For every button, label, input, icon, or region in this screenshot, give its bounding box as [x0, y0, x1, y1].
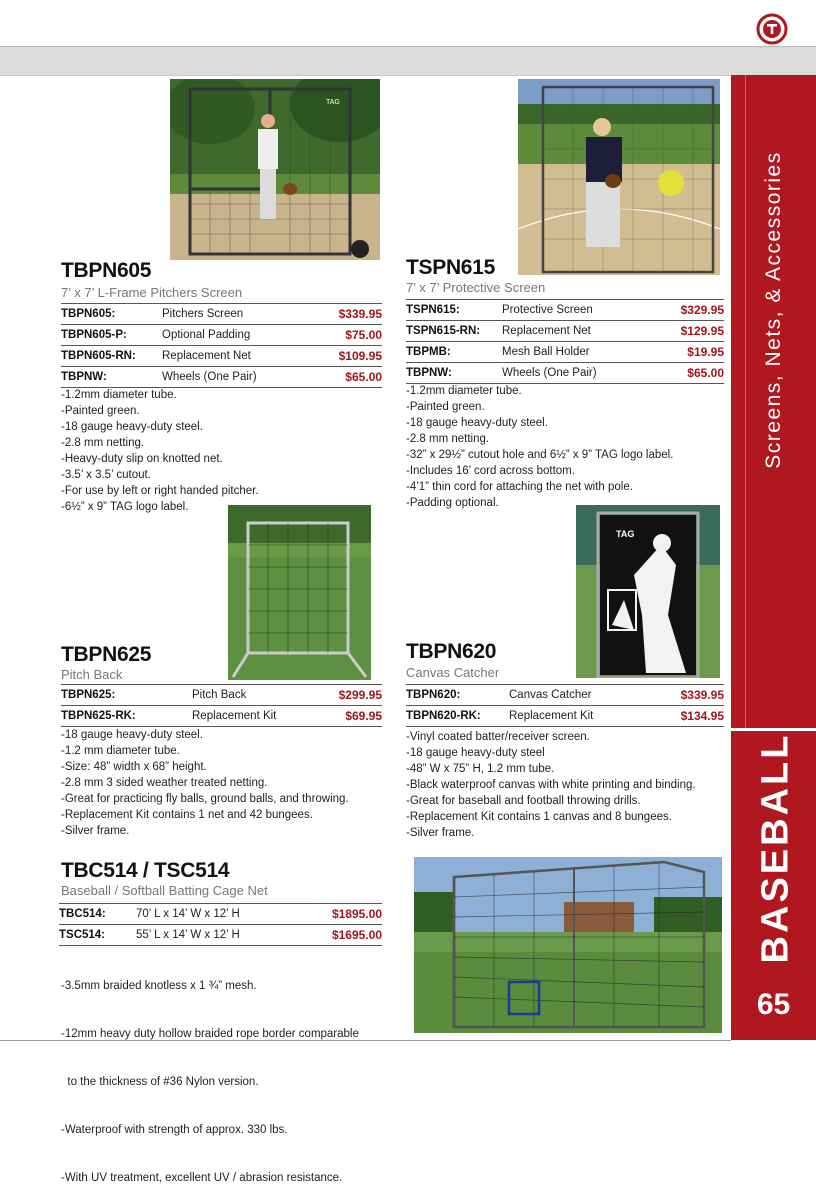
price: $339.95	[680, 688, 724, 702]
price: $329.95	[680, 303, 724, 317]
table-row	[61, 346, 382, 367]
table-row	[61, 325, 382, 346]
price-table-tbpn625	[61, 684, 382, 727]
sku: TBPN620-RK:	[406, 710, 481, 722]
feature-item: -18 gauge heavy-duty steel	[406, 747, 545, 759]
feature-list-tbpn605	[61, 387, 259, 515]
item-description: 55’ L x 14’ W x 12’ H	[136, 929, 240, 941]
feature-item: -With UV treatment, excellent UV / abrasion resistance.	[61, 1172, 343, 1184]
price: $109.95	[338, 349, 382, 363]
feature-item: -18 gauge heavy-duty steel.	[406, 417, 548, 429]
sku: TBPN620:	[406, 689, 461, 701]
product-subtitle-tbc514: Baseball / Softball Batting Cage Net	[61, 883, 268, 898]
item-description: Wheels (One Pair)	[502, 367, 597, 379]
brand-logo	[756, 13, 788, 45]
feature-item: -For use by left or right handed pitcher.	[61, 485, 259, 497]
price: $75.00	[345, 328, 382, 342]
feature-item: -Replacement Kit contains 1 canvas and 8 bungees.	[406, 811, 672, 823]
sku: TSC514:	[59, 929, 106, 941]
item-description: Replacement Net	[502, 325, 591, 337]
feature-list-tspn615	[406, 383, 673, 511]
feature-list-tbpn625	[61, 727, 349, 839]
price: $19.95	[687, 345, 724, 359]
feature-item: -Vinyl coated batter/receiver screen.	[406, 731, 590, 743]
price-table-tbpn620	[406, 684, 724, 727]
feature-item: -Silver frame.	[61, 825, 130, 837]
feature-item: -Black waterproof canvas with white printing and binding.	[406, 779, 696, 791]
price: $299.95	[338, 688, 382, 702]
feature-item: -Silver frame.	[406, 827, 475, 839]
sku: TSPN615-RN:	[406, 325, 481, 337]
feature-item: -Great for practicing fly balls, ground balls, and throwing.	[61, 793, 349, 805]
table-row	[59, 925, 382, 946]
price: $339.95	[338, 307, 382, 321]
sku: TBPMB:	[406, 346, 451, 358]
price: $129.95	[680, 324, 724, 338]
item-description: 70’ L x 14’ W x 12’ H	[136, 908, 240, 920]
item-description: Wheels (One Pair)	[162, 371, 257, 383]
table-row	[61, 706, 382, 727]
sport-title: BASEBALL	[754, 732, 797, 964]
feature-item: -48” W x 75” H, 1.2 mm tube.	[406, 763, 555, 775]
product-subtitle-tbpn605: 7’ x 7’ L-Frame Pitchers Screen	[61, 285, 243, 300]
product-model-tbc514: TBC514 / TSC514	[61, 859, 230, 882]
sku: TBPN605:	[61, 308, 116, 320]
feature-list-tbc514	[61, 946, 359, 1202]
product-subtitle-tbpn620: Canvas Catcher	[406, 665, 500, 680]
price: $1895.00	[331, 907, 382, 921]
feature-item: to the thickness of #36 Nylon version.	[61, 1076, 259, 1088]
table-row	[406, 363, 724, 384]
section-title: Screens, Nets, & Accessories	[762, 151, 785, 469]
page-number: 65	[756, 988, 791, 1021]
sku: TBPNW:	[61, 371, 107, 383]
sku: TBPN605-P:	[61, 329, 127, 341]
feature-item: -Waterproof with strength of approx. 330 lbs.	[61, 1124, 288, 1136]
product-model-tbpn605: TBPN605	[61, 259, 152, 282]
product-subtitle-tspn615: 7’ x 7’ Protective Screen	[406, 280, 546, 295]
price: $65.00	[345, 370, 382, 384]
price: $69.95	[345, 709, 382, 723]
feature-item: -Painted green.	[406, 401, 485, 413]
sku: TBPN625-RK:	[61, 710, 136, 722]
feature-item: -18 gauge heavy-duty steel.	[61, 421, 203, 433]
table-row	[61, 367, 382, 388]
table-row	[406, 342, 724, 363]
feature-item: -6½” x 9” TAG logo label.	[61, 501, 189, 513]
table-row	[406, 685, 724, 706]
feature-item: -Great for baseball and football throwing drills.	[406, 795, 641, 807]
photo-tbpn625	[228, 505, 371, 680]
feature-item: -18 gauge heavy-duty steel.	[61, 729, 203, 741]
item-description: Replacement Net	[162, 350, 251, 362]
sidebar-divider	[731, 728, 816, 731]
feature-item: -Painted green.	[61, 405, 140, 417]
feature-item: -3.5mm braided knotless x 1 ¾” mesh.	[61, 980, 257, 992]
table-row	[61, 304, 382, 325]
table-row	[406, 300, 724, 321]
price: $1695.00	[331, 928, 382, 942]
item-description: Replacement Kit	[192, 710, 277, 722]
feature-item: -12mm heavy duty hollow braided rope border comparable	[61, 1028, 359, 1040]
table-row	[406, 706, 724, 727]
feature-item: -2.8 mm 3 sided weather treated netting.	[61, 777, 268, 789]
feature-item: -2.8 mm netting.	[406, 433, 490, 445]
item-description: Pitch Back	[192, 689, 247, 701]
sku: TBC514:	[59, 908, 106, 920]
price-table-tspn615	[406, 299, 724, 384]
price-table-tbc514	[59, 903, 382, 946]
item-description: Optional Padding	[162, 329, 251, 341]
feature-item: -4’1” thin cord for attaching the net with pole.	[406, 481, 633, 493]
item-description: Canvas Catcher	[509, 689, 592, 701]
item-description: Replacement Kit	[509, 710, 594, 722]
feature-item: -Size: 48” width x 68” height.	[61, 761, 207, 773]
feature-item: -3.5’ x 3.5’ cutout.	[61, 469, 151, 481]
feature-item: -Heavy-duty slip on knotted net.	[61, 453, 223, 465]
sku: TBPN605-RN:	[61, 350, 136, 362]
sku: TBPNW:	[406, 367, 452, 379]
feature-item: -2.8 mm netting.	[61, 437, 145, 449]
sidebar-divider-line	[745, 75, 746, 728]
feature-item: -Includes 16’ cord across bottom.	[406, 465, 575, 477]
item-description: Mesh Ball Holder	[502, 346, 590, 358]
photo-tbpn620	[576, 505, 720, 678]
product-model-tbpn620: TBPN620	[406, 640, 497, 663]
price: $65.00	[687, 366, 724, 380]
header-bar	[0, 46, 816, 76]
table-row	[406, 321, 724, 342]
svg-text:TAG: TAG	[616, 529, 635, 539]
photo-batting-cage	[414, 857, 722, 1033]
table-row	[61, 685, 382, 706]
product-subtitle-tbpn625: Pitch Back	[61, 667, 123, 682]
product-model-tspn615: TSPN615	[406, 256, 495, 279]
table-row	[59, 904, 382, 925]
feature-item: -Replacement Kit contains 1 net and 42 bungees.	[61, 809, 313, 821]
photo-tspn615	[518, 79, 720, 275]
feature-list-tbpn620	[406, 729, 696, 841]
feature-item: -1.2 mm diameter tube.	[61, 745, 180, 757]
sku: TSPN615:	[406, 304, 460, 316]
item-description: Pitchers Screen	[162, 308, 244, 320]
sku: TBPN625:	[61, 689, 116, 701]
product-model-tbpn625: TBPN625	[61, 643, 152, 666]
price: $134.95	[680, 709, 724, 723]
photo-tbpn605	[170, 79, 380, 260]
price-table-tbpn605	[61, 303, 382, 388]
item-description: Protective Screen	[502, 304, 593, 316]
feature-item: -Padding optional.	[406, 497, 499, 509]
feature-item: -32” x 29½” cutout hole and 6½” x 9” TAG logo label.	[406, 449, 674, 461]
feature-item: -1.2mm diameter tube.	[61, 389, 177, 401]
feature-item: -1.2mm diameter tube.	[406, 385, 522, 397]
svg-text:TAG: TAG	[326, 99, 340, 106]
